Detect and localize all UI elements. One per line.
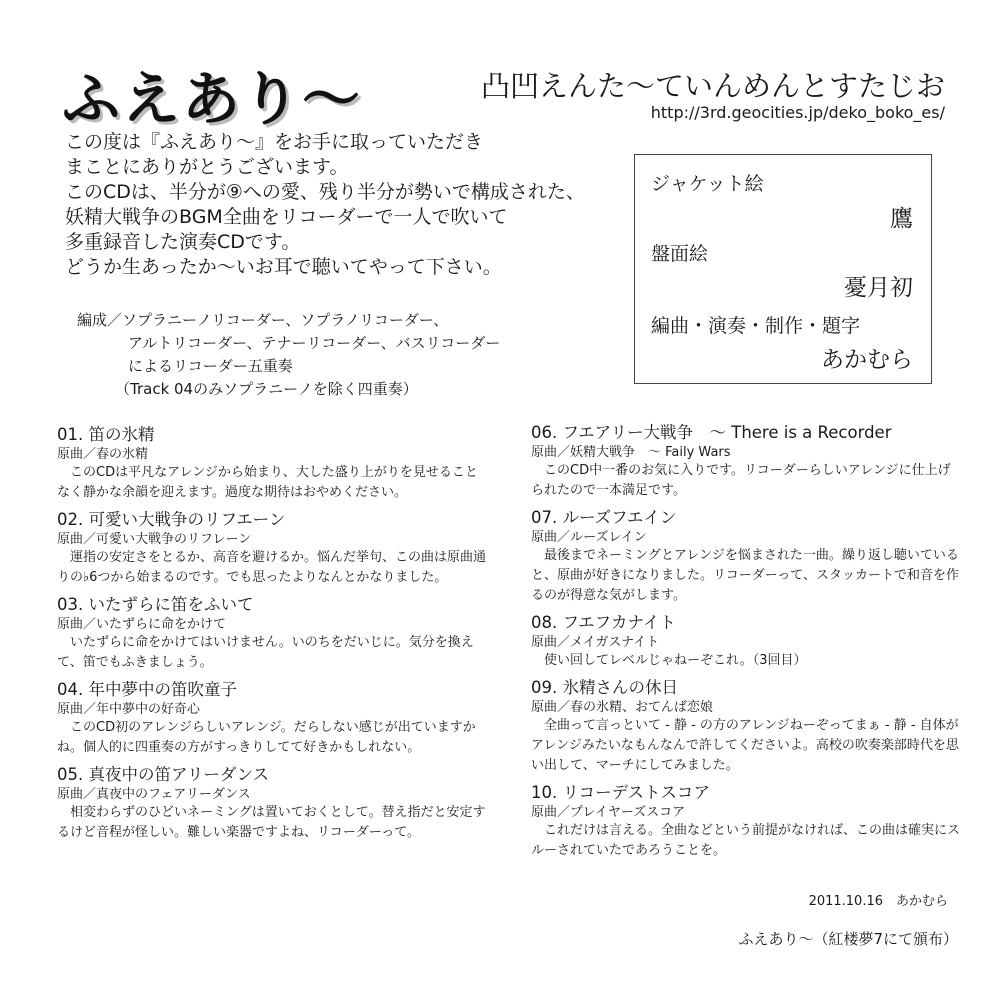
track-original: 原曲／プレイヤーズスコア — [531, 805, 686, 820]
track-comment: 最後までネーミングとアレンジを悩まされた一曲。繰り返し聴いていると、原曲が好きになりました。リコーダーって、スタッカートで和音を作るのが得意な気がします。 — [531, 548, 959, 603]
intro-line: 妖精大戦争のBGM全曲をリコーダーで一人で吹いて — [65, 206, 508, 228]
arrangement-line: アルトリコーダー、テナーリコーダー、バスリコーダー — [128, 334, 501, 352]
track-title: 10. リコーデストスコア — [531, 783, 710, 802]
intro-line: このCDは、半分が⑨への愛、残り半分が勢いで構成された、 — [65, 181, 585, 203]
jacket-art-name: 鷹 — [890, 206, 913, 232]
track-original: 原曲／可愛い大戦争のリフレーン — [57, 532, 252, 547]
track-original: 原曲／春の氷精 — [57, 447, 149, 462]
track-original: 原曲／年中夢中の好奇心 — [57, 702, 201, 717]
track-item — [57, 679, 487, 758]
jacket-art-label: ジャケット絵 — [651, 173, 764, 195]
signature: 2011.10.16 あかむら — [808, 894, 948, 909]
track-item — [57, 424, 487, 503]
track-item — [531, 507, 961, 606]
track-title: 09. 氷精さんの休日 — [531, 678, 678, 697]
staff-name: あかむら — [821, 347, 913, 373]
arrangement-info — [77, 309, 500, 401]
track-original: 原曲／ルーズレイン — [531, 530, 647, 545]
intro-line: この度は『ふえあり～』をお手に取っていただき — [65, 131, 484, 153]
track-title: 01. 笛の氷精 — [57, 425, 155, 444]
disc-art-label: 盤面絵 — [651, 243, 709, 265]
track-title: 04. 年中夢中の笛吹童子 — [57, 680, 237, 699]
intro-line: 多重録音した演奏CDです。 — [65, 231, 301, 253]
track-original: 原曲／春の氷精、おてんば恋娘 — [531, 700, 713, 715]
track-title: 05. 真夜中の笛アリーダンス — [57, 765, 269, 784]
track-original: 原曲／メイガスナイト — [531, 635, 660, 650]
track-original: 原曲／いたずらに命をかけて — [57, 617, 227, 632]
track-title: 06. フエアリー大戦争 ～ There is a Recorder — [531, 423, 892, 442]
track-list-left — [57, 424, 487, 849]
circle-name: 凸凹えんた～ていんめんとすたじお — [480, 69, 945, 103]
track-list-right — [531, 422, 961, 867]
intro-line: どうか生あったか～いお耳で聴いてやって下さい。 — [65, 256, 502, 278]
track-title: 03. いたずらに笛をふいて — [57, 595, 254, 614]
track-item — [57, 509, 487, 588]
track-item — [531, 422, 961, 501]
staff-label: 編曲・演奏・制作・題字 — [651, 315, 861, 337]
track-comment: いたずらに命をかけてはいけません。いのちをだいじに。気分を換えて、笛でもふきましょう。 — [57, 635, 474, 670]
track-item — [531, 782, 961, 861]
intro-text — [65, 130, 625, 280]
track-item — [531, 677, 961, 776]
arrangement-line: 編成／ソプラニーノリコーダー、ソプラノリコーダー、 — [77, 311, 449, 329]
track-original: 原曲／妖精大戦争 ～ Faily Wars — [531, 445, 731, 460]
track-comment: このCD初のアレンジらしいアレンジ。だらしない感じが出ていますかね。個人的に四重奏の方がすっきりしてて好きかもしれない。 — [57, 720, 476, 755]
track-item — [57, 764, 487, 843]
track-comment: これだけは言える。全曲などという前提がなければ、この曲は確実にスルーされていたであろうことを。 — [531, 823, 961, 858]
intro-line: まことにありがとうございます。 — [65, 156, 349, 178]
arrangement-line: によるリコーダー五重奏 — [128, 357, 293, 375]
track-comment: 全曲って言っといて - 静 - の方のアレンジねーぞってまぁ - 静 - 自体がアレンジみたいなもんなんで許してくださいよ。高校の吹奏楽部時代を思い出して、マーチにしてみました。 — [531, 718, 959, 773]
arrangement-line: （Track 04のみソプラニーノを除く四重奏） — [115, 380, 418, 398]
track-title: 08. フエフカナイト — [531, 613, 676, 632]
track-comment: 使い回してレベルじゃねーぞこれ。（3回目） — [544, 653, 807, 668]
release-note: ふえあり～（紅楼夢7にて頒布） — [738, 930, 958, 948]
circle-url[interactable]: http://3rd.geocities.jp/deko_boko_es/ — [650, 103, 945, 122]
track-item — [531, 612, 961, 671]
track-title: 07. ルーズフエイン — [531, 508, 677, 527]
track-comment: 相変わらずのひどいネーミングは置いておくとして。替え指だと安定するけど音程が怪しい。難しい楽器ですよね、リコーダーって。 — [57, 805, 486, 840]
track-title: 02. 可愛い大戦争のリフエーン — [57, 510, 286, 529]
track-original: 原曲／真夜中のフェアリーダンス — [57, 787, 251, 802]
track-comment: 運指の安定さをとるか、高音を避けるか。悩んだ挙句、この曲は原曲通りの♭6つから始まるのです。でも思ったよりなんとかなりました。 — [57, 550, 487, 585]
album-logo: ふえあり～ — [62, 65, 363, 133]
disc-art-name: 憂月初 — [844, 275, 913, 301]
track-comment: このCD中一番のお気に入りです。リコーダーらしいアレンジに仕上げられたので一本満足です。 — [531, 463, 951, 498]
credits-box — [634, 154, 932, 384]
track-item — [57, 594, 487, 673]
track-comment: このCDは平凡なアレンジから始まり、大した盛り上がりを見せることなく静かな余韻を迎えます。過度な期待はおやめください。 — [57, 465, 478, 500]
